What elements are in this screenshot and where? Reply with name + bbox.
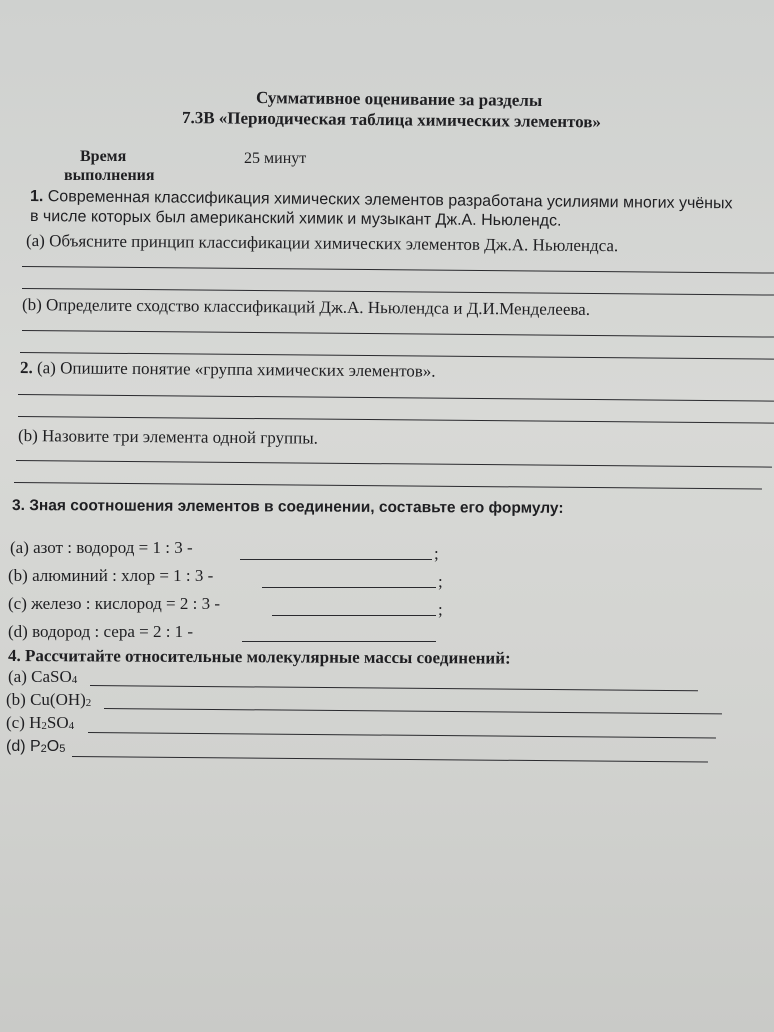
q4-item-b bbox=[6, 690, 91, 713]
q3-item-c-answer-line[interactable] bbox=[272, 615, 436, 616]
q2-a-row bbox=[20, 358, 436, 382]
q3-item-a-answer-line[interactable] bbox=[240, 559, 432, 560]
q4-item-d-mid: O bbox=[46, 738, 60, 755]
q3-item-c-text: (с) железо : кислород = 2 : 3 - bbox=[8, 594, 221, 613]
q2-b-answer-line-2[interactable] bbox=[14, 482, 762, 490]
q4-item-c-sub: 2 bbox=[41, 720, 47, 732]
q4-item-d-answer-line[interactable] bbox=[72, 756, 708, 763]
time-label-1: Время bbox=[80, 148, 127, 165]
q3-item-a-text: (а) азот : водород = 1 : 3 - bbox=[10, 538, 193, 557]
q1-text-1: Современная классификация химических элементов разработана усилиями многих учёных bbox=[47, 188, 733, 213]
q2-a-answer-line-1[interactable] bbox=[18, 394, 774, 402]
q4-item-d-sub: 2 bbox=[40, 743, 47, 755]
q4-item-b-answer-line[interactable] bbox=[104, 708, 722, 714]
q4-item-a bbox=[8, 667, 77, 690]
time-value: 25 минут bbox=[244, 150, 307, 167]
q4-item-d bbox=[6, 737, 65, 759]
q3-item-d bbox=[8, 622, 193, 642]
q1-b-prompt: (b) Определите сходство классификаций Дж.А. Ньюлендса и Д.И.Менделеева. bbox=[21, 295, 591, 319]
q4-item-a-sub: 4 bbox=[71, 674, 78, 686]
time-label-2: выполнения bbox=[64, 167, 155, 184]
q4-item-c-sub2: 4 bbox=[68, 720, 75, 732]
q4-item-a-answer-line[interactable] bbox=[90, 685, 698, 691]
q3-item-c-semicolon: ; bbox=[438, 600, 443, 619]
q1-a-answer-line-2[interactable] bbox=[22, 288, 774, 296]
q4-item-b-label: (b) Cu(OH) bbox=[6, 690, 86, 709]
q3-item-b bbox=[8, 566, 213, 586]
q3-item-b-answer-line[interactable] bbox=[262, 587, 436, 588]
q3-item-b-text: (b) алюминий : хлор = 1 : 3 - bbox=[8, 566, 214, 585]
q1-a-answer-line-1[interactable] bbox=[22, 266, 774, 274]
q4-item-a-label: (а) CaSO bbox=[8, 667, 72, 686]
q2-a-prompt: (а) Опишите понятие «группа химических элементов». bbox=[36, 358, 436, 381]
q4-item-d-label: (d) P bbox=[6, 738, 41, 755]
q2-b-answer-line-1[interactable] bbox=[16, 460, 772, 468]
q1-b-answer-line-1[interactable] bbox=[22, 330, 774, 338]
q3-heading: 3. Зная соотношения элементов в соединении, составьте его формулу: bbox=[11, 497, 564, 517]
q4-item-c-answer-line[interactable] bbox=[88, 732, 716, 738]
q4-heading: 4. Рассчитайте относительные молекулярные массы соединений: bbox=[7, 646, 511, 668]
q2-b-prompt: (b) Назовите три элемента одной группы. bbox=[17, 426, 318, 448]
q1-number: 1. bbox=[29, 188, 44, 206]
q4-item-d-sub2: 5 bbox=[59, 743, 66, 755]
q3-item-a bbox=[10, 538, 193, 558]
q4-item-c-label: (с) H bbox=[6, 713, 42, 732]
q1-a-prompt: (а) Объясните принцип классификации химических элементов Дж.А. Ньюлендса. bbox=[25, 231, 619, 256]
q3-item-d-answer-line[interactable] bbox=[242, 641, 436, 642]
q4-item-c bbox=[6, 713, 74, 736]
q3-item-d-text: (d) водород : сера = 2 : 1 - bbox=[8, 622, 194, 641]
q4-item-c-mid: SO bbox=[46, 713, 69, 732]
q2-number: 2. bbox=[19, 358, 33, 378]
q4-item-b-sub: 2 bbox=[85, 697, 92, 709]
title-line-1: Суммативное оценивание за разделы bbox=[255, 88, 543, 110]
q2-a-answer-line-2[interactable] bbox=[18, 416, 774, 424]
title-line-2: 7.3В «Периодическая таблица химических элементов» bbox=[181, 108, 602, 132]
q1-text-line-2: в числе которых был американский химик и музыкант Дж.А. Ньюлендс. bbox=[29, 208, 562, 230]
q3-item-c bbox=[8, 594, 220, 614]
q3-item-a-semicolon: ; bbox=[434, 544, 439, 563]
q3-item-b-semicolon: ; bbox=[438, 572, 443, 591]
